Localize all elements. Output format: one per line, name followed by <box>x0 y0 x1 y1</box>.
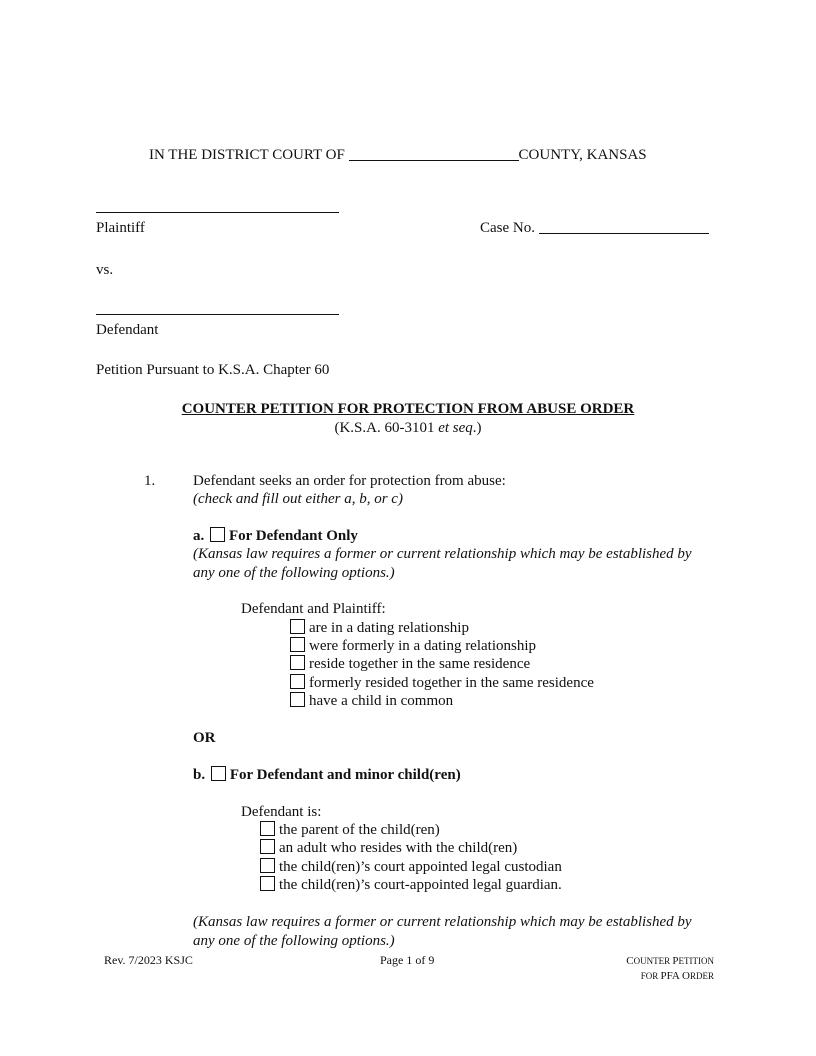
option-b-subheading: Defendant is: <box>241 804 322 820</box>
petition-basis: Petition Pursuant to K.S.A. Chapter 60 <box>96 362 330 378</box>
option-a-choice <box>290 674 594 692</box>
option-b-choice-label: the parent of the child(ren) <box>279 822 440 838</box>
option-b-choice-checkbox[interactable] <box>260 876 275 891</box>
option-b-note-line2: any one of the following options.) <box>193 933 395 949</box>
option-a-choice <box>290 655 530 673</box>
option-a-label: For Defendant Only <box>229 528 358 544</box>
option-a-choice <box>290 692 453 710</box>
or-separator: OR <box>193 730 216 746</box>
footer-page-number: Page 1 of 9 <box>380 953 435 967</box>
section-text: Defendant seeks an order for protection from abuse: <box>193 473 506 489</box>
option-a-note-line2: any one of the following options.) <box>193 565 395 581</box>
option-b-label: For Defendant and minor child(ren) <box>229 767 461 783</box>
option-a-choice-label: were formerly in a dating relationship <box>309 638 537 654</box>
form-rest: ETITION <box>678 956 714 966</box>
option-b-choice <box>260 821 440 839</box>
defendant-name-blank[interactable] <box>96 314 339 315</box>
option-b-choice <box>260 839 517 857</box>
option-a-choice-checkbox[interactable] <box>290 674 305 689</box>
option-b-choice-checkbox[interactable] <box>260 821 275 836</box>
footer-form-name <box>626 953 714 983</box>
court-prefix: IN THE DISTRICT COURT OF <box>149 147 345 163</box>
option-a-letter: a. <box>193 528 205 544</box>
footer-form-line2 <box>626 968 714 983</box>
versus-label: vs. <box>96 262 114 278</box>
option-b-heading <box>193 766 461 784</box>
defendant-label: Defendant <box>96 322 159 338</box>
option-b-choice-label: an adult who resides with the child(ren) <box>279 840 518 856</box>
option-b-choice-checkbox[interactable] <box>260 858 275 873</box>
form-cap: O <box>682 970 690 982</box>
form-rest: FOR <box>640 971 661 981</box>
form-rest: OUNTER <box>633 956 673 966</box>
option-a-checkbox[interactable] <box>210 527 225 542</box>
footer-form-line1 <box>626 953 714 968</box>
option-b-choice-label: the child(ren)’s court-appointed legal guardian. <box>279 877 562 893</box>
form-rest: RDER <box>689 971 714 981</box>
option-a-choice-label: formerly resided together in the same residence <box>309 675 594 691</box>
form-cap: P <box>672 955 679 967</box>
plaintiff-label: Plaintiff <box>96 220 145 236</box>
option-a-heading <box>193 527 358 545</box>
option-a-choice-label: reside together in the same residence <box>309 656 531 672</box>
option-a-note-line1: (Kansas law requires a former or current relationship which may be established by <box>193 546 692 562</box>
option-a-choice <box>290 619 469 637</box>
section-instruction: (check and fill out either a, b, or c) <box>193 491 403 507</box>
case-number-label: Case No. <box>480 220 535 236</box>
plaintiff-name-blank[interactable] <box>96 212 339 213</box>
county-blank[interactable] <box>349 146 519 161</box>
option-a-choice-checkbox[interactable] <box>290 619 305 634</box>
option-a-choice-checkbox[interactable] <box>290 692 305 707</box>
court-suffix: COUNTY, KANSAS <box>518 147 647 163</box>
option-b-choice-label: the child(ren)’s court appointed legal custodian <box>279 859 562 875</box>
form-cap: C <box>626 955 634 967</box>
document-title-text: COUNTER PETITION FOR PROTECTION FROM ABUSE ORDER <box>181 401 635 417</box>
option-b-choice-checkbox[interactable] <box>260 839 275 854</box>
court-header <box>149 146 647 164</box>
document-title <box>0 400 816 418</box>
option-b-choice <box>260 876 562 894</box>
case-number <box>480 219 709 237</box>
option-a-choice-checkbox[interactable] <box>290 655 305 670</box>
citation-pre: (K.S.A. 60-3101 <box>334 420 439 436</box>
option-a-subheading: Defendant and Plaintiff: <box>241 601 386 617</box>
citation-italic: et seq <box>438 420 473 436</box>
option-b-note-line1: (Kansas law requires a former or current relationship which may be established by <box>193 914 692 930</box>
footer-revision: Rev. 7/2023 KSJC <box>104 953 193 967</box>
option-a-choice-label: have a child in common <box>309 693 454 709</box>
statute-citation <box>0 419 816 437</box>
section-number: 1. <box>144 473 156 489</box>
option-b-checkbox[interactable] <box>211 766 226 781</box>
option-a-choice <box>290 637 536 655</box>
option-a-choice-label: are in a dating relationship <box>309 620 469 636</box>
case-number-blank[interactable] <box>539 219 709 234</box>
form-cap: PFA <box>660 970 683 982</box>
citation-post: .) <box>472 420 482 436</box>
option-a-choice-checkbox[interactable] <box>290 637 305 652</box>
option-b-letter: b. <box>193 767 206 783</box>
option-b-choice <box>260 858 562 876</box>
